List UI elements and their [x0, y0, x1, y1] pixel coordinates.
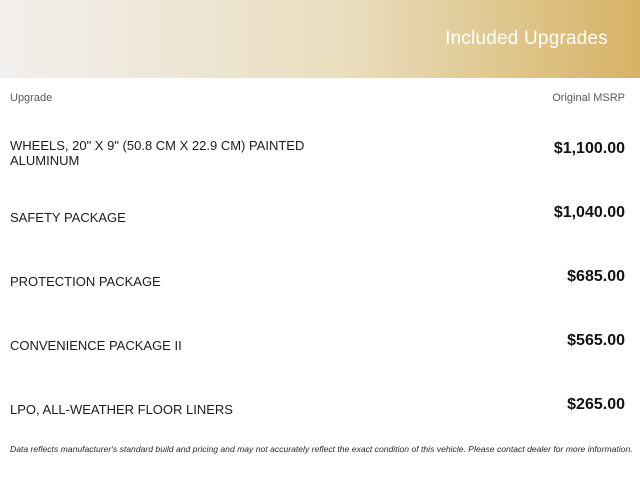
hero-banner [0, 0, 640, 78]
column-header-upgrade: Upgrade [10, 92, 53, 104]
upgrade-name: SAFETY PACKAGE [10, 209, 126, 225]
upgrade-price: $265.00 [567, 396, 625, 413]
column-header-msrp: Original MSRP [552, 92, 625, 104]
upgrade-row [0, 121, 640, 185]
upgrade-price: $685.00 [567, 268, 625, 285]
disclaimer-text: Data reflects manufacturer's standard build and pricing and may not accurately reflect the exact condition of this vehicle. Please contact dealer for more information. [10, 444, 633, 454]
upgrade-price: $565.00 [567, 332, 625, 349]
upgrade-row [0, 313, 640, 377]
upgrade-name: LPO, ALL-WEATHER FLOOR LINERS [10, 401, 233, 417]
upgrade-list [0, 121, 640, 441]
upgrade-name: PROTECTION PACKAGE [10, 273, 161, 289]
upgrade-price: $1,040.00 [553, 204, 625, 221]
upgrade-row [0, 249, 640, 313]
upgrade-row [0, 185, 640, 249]
upgrade-price: $1,100.00 [553, 140, 625, 157]
page-title: Included Upgrades [445, 28, 608, 49]
upgrade-name: WHEELS, 20" X 9" (50.8 CM X 22.9 CM) PAINTED ALUMINUM [10, 138, 305, 168]
upgrade-name: CONVENIENCE PACKAGE II [10, 337, 182, 353]
table-header [0, 78, 640, 121]
upgrade-row [0, 377, 640, 441]
